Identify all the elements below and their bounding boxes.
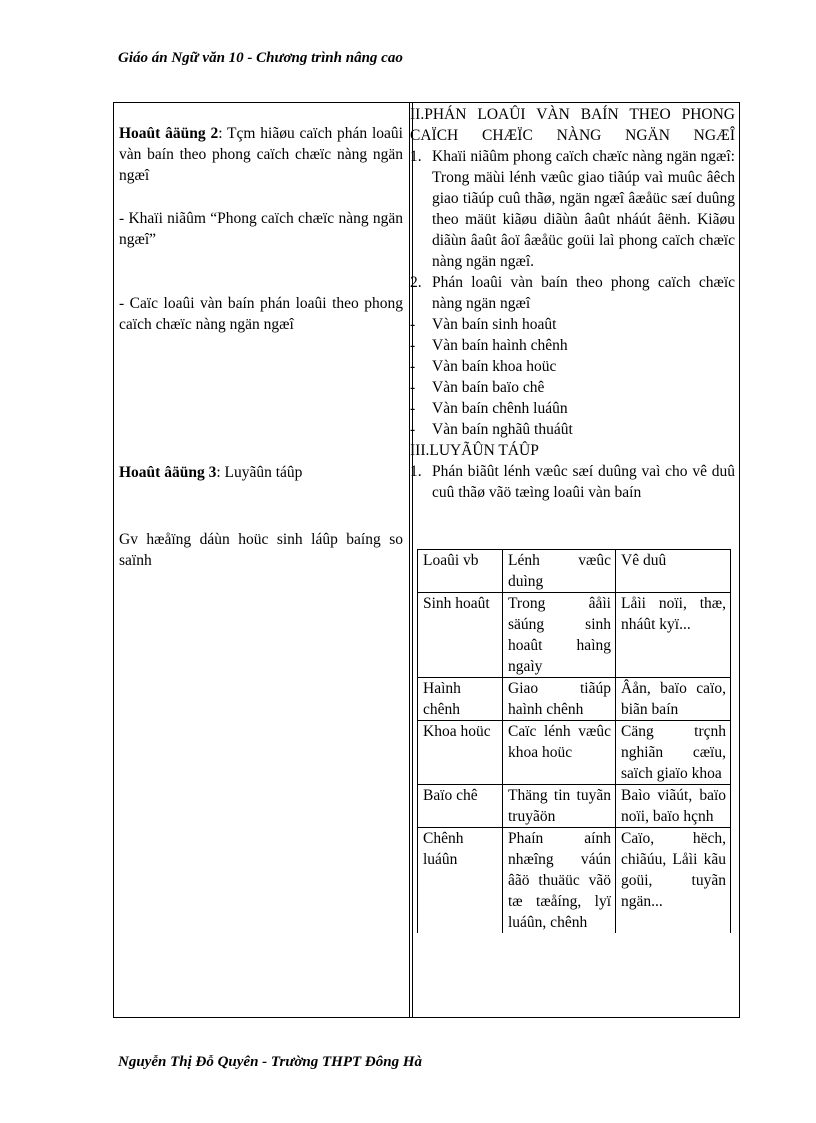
exercise-1: 1. Phán biãût lénh væûc sæí duûng vaì cho vê duû cuû thãø vãö tæìng loaûi vàn baín <box>410 463 735 501</box>
table-header-row <box>418 550 731 593</box>
list-item: - Vàn baín khoa hoüc <box>410 358 557 375</box>
list-item: - Vàn baín haình chênh <box>410 337 568 354</box>
table-cell: Khoa hoüc <box>418 721 503 785</box>
activity-3-title: Hoaût âäüng 3 <box>119 464 217 481</box>
list-item: - Vàn baín chênh luáûn <box>410 400 568 417</box>
table-row <box>418 721 731 785</box>
table-cell: Chênh luáûn <box>418 828 503 934</box>
list-item: - Vàn baín nghãû thuáût <box>410 421 573 438</box>
page-header: Giáo án Ngữ văn 10 - Chương trình nâng cao <box>118 50 403 66</box>
lesson-table <box>113 102 740 1018</box>
table-row <box>418 828 731 934</box>
activity-2-title: Hoaût âäüng 2 <box>119 125 219 142</box>
concept-definition: Khaïi niãûm phong caïch chæïc nàng ngän ngæî: Trong mäùi lénh væûc giao tiãúp vaì muûc âêch giao tiãúp cuû thãø, ngän ngæî âæåüc sæí duûng theo mäüt kiãøu diãùn âaût nháút âënh. Kiãøu diãùn âaût âoï âæåüc goüi laì phong caïch chæïc nàng ngän ngæî. <box>432 148 735 270</box>
table-cell: Giao tiãúp haình chênh <box>503 678 616 721</box>
table-row <box>418 678 731 721</box>
table-cell: Caïo, hëch, chiãúu, Låìi kãu goüi, tuyãn ngän... <box>616 828 731 934</box>
exercise-text: Phán biãût lénh væûc sæí duûng vaì cho vê duû cuû thãø vãö tæìng loaûi vàn baín <box>432 463 735 501</box>
activity-2-text: : Tçm hiãøu caïch phán loaûi vàn baín theo phong caïch chæïc nàng ngän ngæî <box>119 125 403 184</box>
section-2-heading: II.PHÁN LOAÛI VÀN BAÍN THEO PHONG CAÏCH CHÆÏC NÀNG NGÄN NGÆÎ <box>410 106 735 144</box>
table-cell: Låìi noïi, thæ, nháût kyï... <box>616 593 731 678</box>
table-cell: Cäng trçnh nghiãn cæïu, saïch giaïo khoa <box>616 721 731 785</box>
table-cell: Âån, baïo caïo, biãn baín <box>616 678 731 721</box>
activity-2 <box>119 123 403 186</box>
table-cell: Caïc lénh væûc khoa hoüc <box>503 721 616 785</box>
table-cell: Haình chênh <box>418 678 503 721</box>
page-footer: Nguyễn Thị Đỗ Quyên - Trường THPT Đông Hà <box>118 1054 422 1070</box>
table-row <box>418 785 731 828</box>
activity-3-text: : Luyãûn táûp <box>216 464 303 481</box>
table-cell: Thäng tin tuyãn truyãön <box>503 785 616 828</box>
list-item: - Vàn baín baïo chê <box>410 379 545 396</box>
table-cell: Baïo chê <box>418 785 503 828</box>
section-3-heading: III.LUYÃÛN TÁÛP <box>410 442 539 459</box>
item-1: 1. Khaïi niãûm phong caïch chæïc nàng ngän ngæî: Trong mäùi lénh væûc giao tiãúp vaì muûc âêch giao tiãúp cuû thãø, ngän ngæî âæåüc sæí duûng theo mäüt kiãøu diãùn âaût nháút âënh. Kiãøu diãùn âaût âoï âæåüc goüi laì phong caïch chæïc nàng ngän ngæî. <box>410 148 735 270</box>
table-row <box>418 593 731 678</box>
content-column <box>410 104 735 503</box>
header-cell: Lénh væûc duìng <box>503 550 616 593</box>
table-cell: Baìo viãút, baïo noïi, baïo hçnh <box>616 785 731 828</box>
activity-2-item-2: - Caïc loaûi vàn baín phán loaûi theo phong caïch chæïc nàng ngän ngæî <box>119 295 403 333</box>
classification-title: Phán loaûi vàn baín theo phong caïch chæïc nàng ngän ngæî <box>432 274 735 312</box>
header-cell: Loaûi vb <box>418 550 503 593</box>
comparison-table <box>417 549 731 933</box>
list-item: - Vàn baín sinh hoaût <box>410 316 557 333</box>
table-cell: Sinh hoaût <box>418 593 503 678</box>
activity-2-item-1: - Khaïi niãûm “Phong caïch chæïc nàng ngän ngæî” <box>119 210 403 248</box>
item-2: 2. Phán loaûi vàn baín theo phong caïch chæïc nàng ngän ngæî <box>410 274 735 312</box>
header-cell: Vê duû <box>616 550 731 593</box>
activity-3 <box>119 462 403 483</box>
table-cell: Phaín aính nhæîng váún âãö thuäüc vãö tæ tæåíng, lyï luáûn, chênh <box>503 828 616 934</box>
table-cell: Trong âåìi säúng sinh hoaût haìng ngaìy <box>503 593 616 678</box>
teacher-instruction: Gv hæåïng dáùn hoüc sinh láûp baíng so saïnh <box>119 531 403 569</box>
